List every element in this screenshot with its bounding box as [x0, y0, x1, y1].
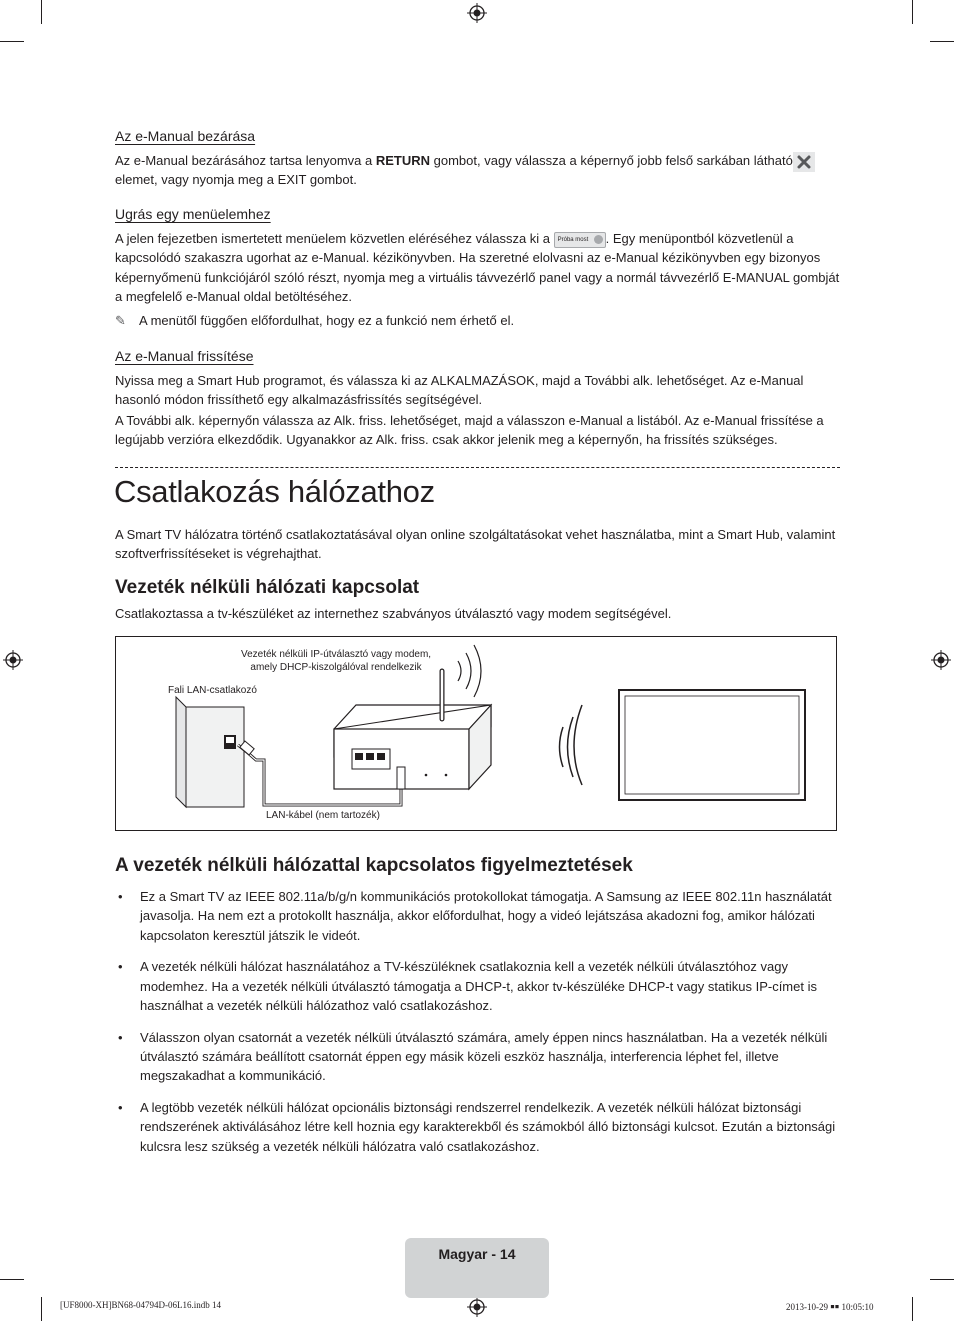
- chapter-intro: A Smart TV hálózatra történő csatlakoztatásával olyan online szolgáltatásokat vehet használatba, mint a Smart Hub, valamint szoftverfrissítéseket is végrehajthat.: [115, 527, 836, 562]
- diagram-illustration: [116, 637, 836, 830]
- registration-mark-icon: [467, 1297, 487, 1317]
- crop-mark: [41, 1297, 42, 1321]
- chapter-title: Csatlakozás hálózathoz: [114, 474, 435, 509]
- crop-mark: [0, 1279, 24, 1280]
- section-divider: [115, 467, 840, 468]
- crop-mark: [912, 1297, 913, 1321]
- wall-jack-label: Fali LAN-csatlakozó: [168, 685, 257, 696]
- crop-mark: [0, 41, 24, 42]
- warnings-heading: A vezeték nélküli hálózattal kapcsolatos figyelmeztetések: [115, 855, 633, 876]
- jump-menu-paragraph: A jelen fejezetben ismertetett menüelem közvetlen eléréséhez válassza ki a Próba most . Egy menüpontból közvetlenül a kapcsolódó szakaszra ugorhat az e-Manual. kézikönyvben. Ha szeretné elolvasni az e-Manual kézikönyvben egy bizonyos képernyőmenü funkciójáról szóló részt, nyomja meg a virtuális távvezérlő panel vagy a normál távvezérlő E-MANUAL gombját a megfelelő e-Manual oldal betöltéséhez.: [115, 231, 840, 304]
- update-manual-paragraph-1: Nyissa meg a Smart Hub programot, és válassza ki az ALKALMAZÁSOK, majd a További alk. lehetőséget. Az e-Manual hasonló módon frissíthető egy alkalmazásfrissítés segítségével.: [115, 373, 804, 408]
- wifi-waves-router: [458, 645, 481, 697]
- wall-lan-jack: [176, 697, 244, 807]
- warnings-list: [115, 887, 840, 1169]
- print-slug-right: 2013-10-29 ￭￭ 10:05:10: [786, 1302, 874, 1312]
- crop-mark: [41, 0, 42, 24]
- pencil-note-icon: ✎: [115, 313, 126, 328]
- close-manual-paragraph: Az e-Manual bezárásához tartsa lenyomva a RETURN gombot, vagy válassza a képernyő jobb felső sarkában látható elemet, vagy nyomja meg a EXIT gombot.: [115, 151, 815, 190]
- print-slug-left: [UF8000-XH]BN68-04794D-06L16.indb 14: [60, 1300, 221, 1310]
- crop-mark: [930, 1279, 954, 1280]
- tv: [619, 690, 805, 800]
- section-heading-close-manual: Az e-Manual bezárása: [115, 128, 256, 144]
- registration-mark-icon: [931, 650, 951, 670]
- crop-mark: [912, 0, 913, 24]
- wifi-waves-tv: [560, 705, 583, 785]
- list-item: • A vezeték nélküli hálózat használatához a TV-készüléknek csatlakoznia kell a vezeték nélküli útválasztóhoz vagy modemhez. Ha a vezeték nélküli útválasztó támogatja a DHCP-t, akkor tv-készüléke DHCP-t vagy statikus IP-címet is használhat a vezeték nélküli hálózathoz való csatlakozáshoz.: [118, 959, 817, 1013]
- network-diagram: [115, 636, 837, 831]
- registration-mark-icon: [3, 650, 23, 670]
- wireless-text: Csatlakoztassa a tv-készüléket az internethez szabványos útválasztó vagy modem segítségével.: [115, 606, 672, 621]
- list-item: • A legtöbb vezeték nélküli hálózat opcionális biztonsági rendszerrel rendelkezik. A vezeték nélküli hálózat biztonsági rendszerének aktiválásához létre kell hoznia egy karakterekből és számokból álló biztonsági kulcsot. Ezután a biztonsági kulcsra lesz szükség a vezeték nélküli hálózatra való csatlakozáshoz.: [118, 1100, 836, 1154]
- section-heading-update-manual: Az e-Manual frissítése: [115, 348, 254, 364]
- try-now-button[interactable]: Próba most: [554, 232, 606, 248]
- crop-mark: [930, 41, 954, 42]
- list-item: • Ez a Smart TV az IEEE 802.11a/b/g/n kommunikációs protokollokat támogatja. A Samsung az IEEE 802.11n használatát javasolja. Ha nem ezt a protokollt használja, akkor előfordulhat, hogy a videó lejátszása akadozni fog, amikor hálózati kapcsolaton keresztül játszik le videót.: [118, 889, 832, 943]
- play-icon: [594, 235, 603, 244]
- section-heading-jump-menu: Ugrás egy menüelemhez: [115, 206, 271, 222]
- update-manual-paragraph-2: A További alk. képernyőn válassza az Alk. friss. lehetőséget, majd a válasszon e-Manual a listából. Az e-Manual frissítése a legújabb verzióra elkezdődik. Ugyanakkor az Alk. friss. csak akkor jelenik meg a képernyőn, ha frissítés szükséges.: [115, 413, 824, 448]
- lan-cable-label: LAN-kábel (nem tartozék): [266, 810, 380, 821]
- router: [334, 671, 491, 789]
- wireless-heading: Vezeték nélküli hálózati kapcsolat: [115, 577, 420, 598]
- registration-mark-icon: [467, 3, 487, 23]
- note-line: ✎ A menütől függően előfordulhat, hogy ez a funkció nem érhető el.: [115, 313, 515, 328]
- page-number: Magyar - 14: [438, 1246, 516, 1262]
- list-item: • Válasszon olyan csatornát a vezeték nélküli útválasztó számára, amely éppen nincs használatban. Ha a vezeték nélküli útválasztó számára beállított csatornát éppen egy másik közeli eszköz használja, interferencia léphet fel, illetve megszakadhat a kommunikáció.: [118, 1029, 828, 1084]
- close-x-icon: [793, 152, 815, 172]
- router-label: Vezeték nélküli IP-útválasztó vagy modem, amely DHCP-kiszolgálóval rendelkezik: [240, 649, 432, 673]
